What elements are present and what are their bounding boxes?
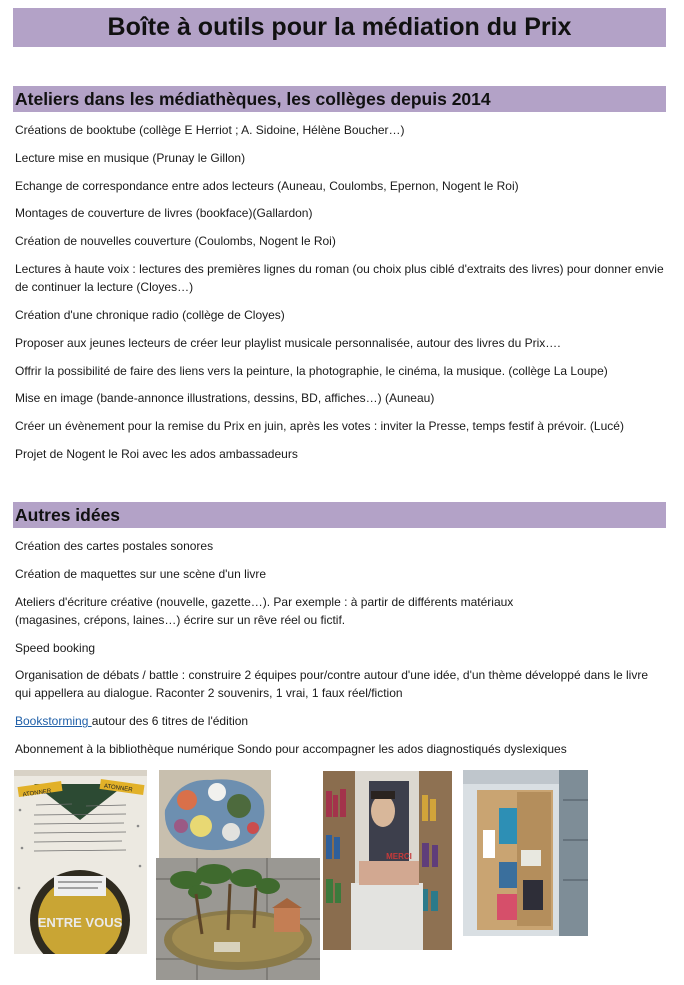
list-item: Organisation de débats / battle : construire 2 équipes pour/contre autour d'une idée, d'un thème développé dans le livre qui appellera au dialogue. Raconter 2 souvenirs, 1 vrai, 1 faux réel/fiction	[15, 668, 648, 701]
section-autres-heading: Autres idées	[15, 504, 121, 525]
list-item	[15, 712, 665, 730]
page-title-banner	[13, 8, 666, 47]
list-item: Création de maquettes sur une scène d'un livre	[15, 566, 267, 581]
list-item: Création de nouvelles couverture (Coulombs, Nogent le Roi)	[15, 234, 336, 249]
bookstorming-link[interactable]: Bookstorming	[15, 714, 92, 729]
bookface-cover-title: MERCI	[386, 852, 412, 861]
ateliers-list	[15, 121, 665, 473]
bookstorming-text: autour des 6 titres de l'édition	[91, 714, 249, 729]
booth-photo	[463, 770, 588, 936]
poster-photo	[14, 770, 147, 954]
collage-photo	[159, 770, 271, 858]
section-ateliers-heading: Ateliers dans les médiathèques, les collèges depuis 2014	[15, 88, 491, 109]
page-title: Boîte à outils pour la médiation du Prix	[107, 13, 572, 41]
list-item: Abonnement à la bibliothèque numérique Sondo pour accompagner les ados diagnostiqués dyslexiques	[15, 742, 567, 757]
list-item: Echange de correspondance entre ados lecteurs (Auneau, Coulombs, Epernon, Nogent le Roi)	[15, 178, 519, 193]
list-item: Montages de couverture de livres (bookface)(Gallardon)	[15, 206, 313, 221]
autres-list	[15, 537, 665, 768]
poster-label-left: ATONNER	[22, 788, 52, 799]
section-ateliers-header	[13, 86, 666, 112]
list-item: Offrir la possibilité de faire des liens vers la peinture, la photographie, le cinéma, la musique. (collège La Loupe)	[15, 363, 608, 378]
diorama-photo	[156, 858, 320, 980]
poster-label-right: ATONNER	[103, 783, 133, 794]
list-item: Projet de Nogent le Roi avec les ados ambassadeurs	[15, 446, 298, 461]
poster-badge-label: ENTRE VOUS	[37, 915, 123, 930]
list-item: Créer un évènement pour la remise du Prix en juin, après les votes : inviter la Presse, temps festif à prévoir. (Lucé)	[15, 419, 624, 434]
list-item: Lectures à haute voix : lectures des premières lignes du roman (ou choix plus ciblé d'extraits des livres) pour donner envie de continuer la lecture (Cloyes…)	[15, 261, 664, 294]
list-item: Ateliers d'écriture créative (nouvelle, gazette…). Par exemple : à partir de différents matériaux (magasines, crépons, laines…) écrire sur un rêve réel ou fictif.	[15, 594, 514, 627]
list-item: Lecture mise en musique (Prunay le Gillon)	[15, 150, 246, 165]
list-item: Création d'une chronique radio (collège de Cloyes)	[15, 307, 285, 322]
list-item: Création des cartes postales sonores	[15, 539, 214, 553]
bookface-photo	[323, 771, 452, 950]
section-autres-header	[13, 502, 666, 528]
list-item: Speed booking	[15, 640, 96, 655]
list-item: Mise en image (bande-annonce illustrations, dessins, BD, affiches…) (Auneau)	[15, 391, 435, 406]
list-item: Créations de booktube (collège E Herriot ; A. Sidoine, Hélène Boucher…)	[15, 123, 405, 137]
list-item: Proposer aux jeunes lecteurs de créer leur playlist musicale personnalisée, autour des livres du Prix….	[15, 335, 561, 350]
